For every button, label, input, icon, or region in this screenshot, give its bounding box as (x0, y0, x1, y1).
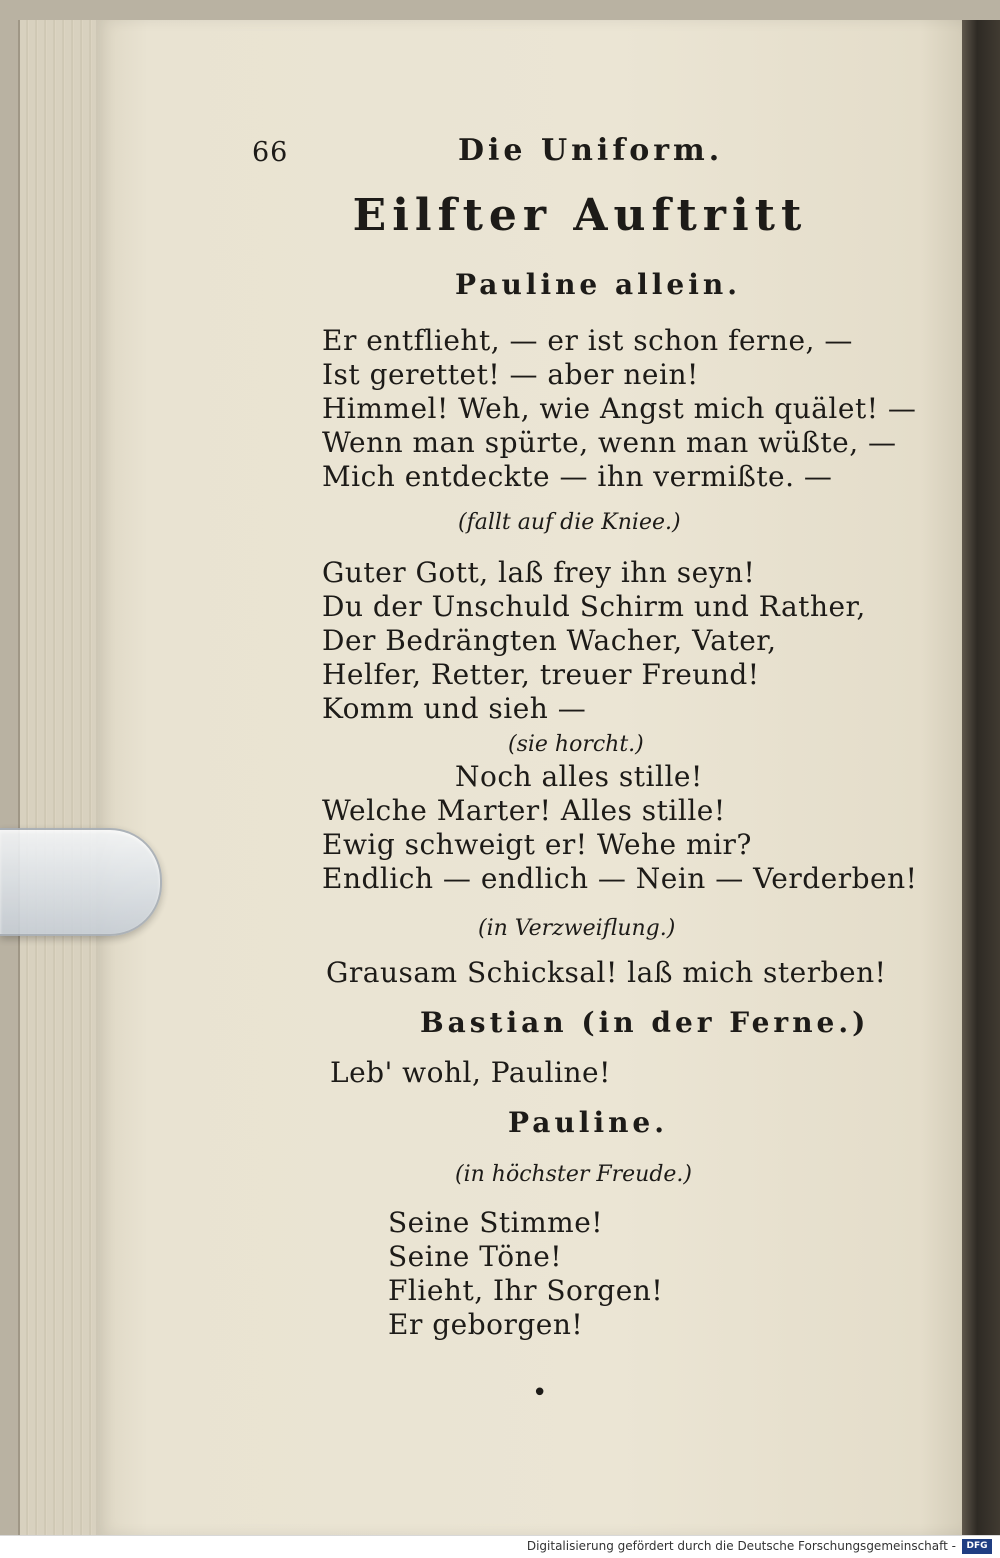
verse-line: Guter Gott, laß frey ihn seyn! (322, 556, 756, 589)
verse-line: Seine Töne! (388, 1240, 563, 1273)
verse-line: Endlich — endlich — Nein — Verderben! (322, 862, 918, 895)
verse-line: Er entflieht, — er ist schon ferne, — (322, 324, 853, 357)
footer-bar (0, 1535, 1000, 1558)
printer-mark: • (532, 1378, 548, 1408)
verse-line: Ist gerettet! — aber nein! (322, 358, 699, 391)
page-marker-tab (0, 828, 162, 936)
verse-line: Welche Marter! Alles stille! (322, 794, 726, 827)
verse-line: Ewig schweigt er! Wehe mir? (322, 828, 752, 861)
verse-line: Mich entdeckte — ihn vermißte. — (322, 460, 833, 493)
verse-line: Himmel! Weh, wie Angst mich quälet! — (322, 392, 917, 425)
verse-line: Wenn man spürte, wenn man wüßte, — (322, 426, 897, 459)
verse-line: Leb' wohl, Pauline! (330, 1056, 611, 1089)
verse-line: Du der Unschuld Schirm und Rather, (322, 590, 866, 623)
dfg-logo-icon: DFG (962, 1539, 992, 1554)
verse-line: Noch alles stille! (455, 760, 703, 793)
speaker-heading: Pauline. (508, 1106, 668, 1139)
verse-line: Er geborgen! (388, 1308, 584, 1341)
running-title: Die Uniform. (458, 133, 724, 168)
verse-line: Flieht, Ihr Sorgen! (388, 1274, 664, 1307)
stage-direction: (in Verzweiflung.) (478, 916, 676, 941)
speaker-heading: Pauline allein. (455, 268, 741, 301)
verse-line: Seine Stimme! (388, 1206, 604, 1239)
verse-line: Komm und sieh — (322, 692, 587, 725)
stage-direction: (sie horcht.) (508, 732, 644, 757)
stage-direction: (in höchster Freude.) (455, 1162, 692, 1187)
footer-credit: Digitalisierung gefördert durch die Deutsche Forschungsgemeinschaft - (526, 1539, 956, 1553)
verse-line: Grausam Schicksal! laß mich sterben! (326, 956, 887, 989)
speaker-heading: Bastian (in der Ferne.) (420, 1006, 870, 1039)
stage-direction: (fallt auf die Kniee.) (458, 510, 681, 535)
scene-title: Eilfter Auftritt (352, 190, 808, 241)
verse-line: Helfer, Retter, treuer Freund! (322, 658, 760, 691)
verse-line: Der Bedrängten Wacher, Vater, (322, 624, 777, 657)
page-number: 66 (252, 137, 289, 168)
